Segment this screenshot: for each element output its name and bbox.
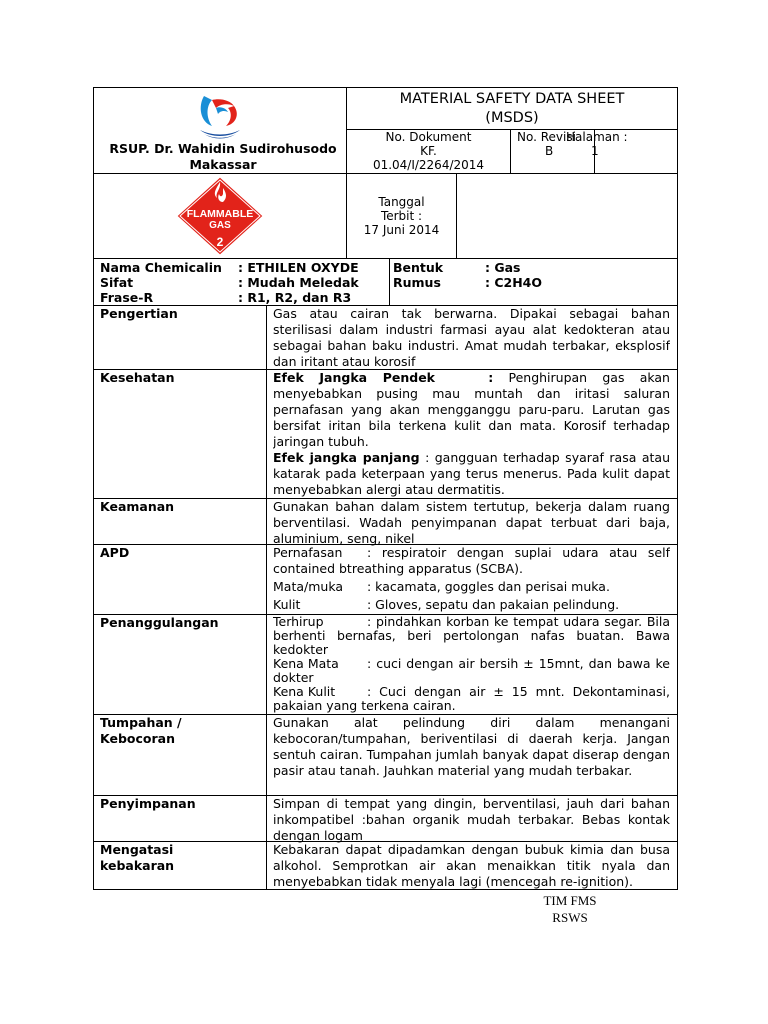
kebakaran-text: Kebakaran dapat dipadamkan dengan bubuk kimia dan busa alkohol. Semprotkan air akan menaikkan titik nyala dan menyebabkan tidak menyala lagi (mencegah re-ignition).	[273, 842, 670, 889]
kebakaran-label-line-1: Mengatasi	[100, 842, 174, 857]
apd-pernafasan-label: Pernafasan	[273, 545, 343, 560]
tanggal-terbit-cell	[347, 195, 456, 237]
penyimpanan-label: Penyimpanan	[100, 796, 196, 811]
org-name-text: RSUP. Dr. Wahidin Sudirohusodo Makassar	[109, 141, 337, 172]
apd-kulit-text: : Gloves, sepatu dan pakaian pelindung.	[367, 597, 620, 612]
identity-labels-right	[393, 260, 483, 290]
sign-line-1: FLAMMABLE	[186, 208, 254, 220]
identity-values-left	[238, 260, 390, 305]
apd-content	[273, 545, 670, 613]
penanggulangan-kulit	[273, 685, 670, 713]
header-row-divider	[93, 173, 678, 174]
keamanan-label: Keamanan	[100, 499, 175, 514]
tanggal-label-2: Terbit :	[380, 209, 423, 223]
kena-kulit-text: : Cuci dengan air ± 15 mnt. Dekontaminasi, pakaian yang terkena cairan.	[273, 684, 670, 713]
kebakaran-label-line-2: kebakaran	[100, 858, 175, 873]
sign-class-number: 2	[216, 235, 224, 249]
bentuk-label: Bentuk	[393, 260, 444, 275]
apd-kulit	[273, 597, 670, 613]
kesehatan-label: Kesehatan	[100, 370, 175, 385]
halaman-label: Halaman :	[566, 130, 628, 144]
tumpahan-label-line-1: Tumpahan /	[100, 715, 182, 730]
apd-pernafasan	[273, 545, 670, 577]
efek-pendek-text: Penghirupan gas akan menyebabkan pusing mau muntah dan iritasi saluran pernafasan yang akan mengganggu paru-paru. Larutan gas bersifat iritan bila terkena kulit dan mata. Korosif terhadap jaringan tubuh.	[273, 370, 670, 449]
rumus-value: : C2H4O	[485, 275, 543, 290]
no-dokumen-value-2: 01.04/I/2264/2014	[372, 158, 485, 172]
penyimpanan-text: Simpan di tempat yang dingin, berventilasi, jauh dari bahan inkompatibel :bahan organik mudah terbakar. Bebas kontak dengan logam	[273, 796, 670, 843]
apd-mata	[273, 579, 670, 595]
keamanan-text: Gunakan bahan dalam sistem tertutup, bekerja dalam ruang berventilasi. Wadah penyimpanan dapat terbuat dari baja, aluminium, seng, nikel	[273, 499, 670, 546]
efek-panjang-text: : gangguan terhadap syaraf rasa atau katarak pada keterpaan yang terus menerus. Pada kulit dapat menyebabkan alergi atau dermatitis.	[273, 450, 670, 497]
tumpahan-label	[100, 715, 260, 747]
apd-label: APD	[100, 545, 130, 560]
efek-pendek-colon: :	[488, 370, 494, 385]
identity-values-right	[485, 260, 635, 290]
halaman-value: 1	[591, 144, 599, 158]
no-dokumen-cell	[347, 130, 510, 172]
penanggulangan-content	[273, 615, 670, 713]
label-column-divider	[266, 305, 267, 890]
footer-signature	[520, 892, 620, 926]
no-revisi-label: No. Revisi	[517, 130, 576, 144]
kebakaran-label	[100, 842, 260, 874]
penanggulangan-mata	[273, 657, 670, 685]
efek-pendek-title: Efek Jangka Pendek	[273, 370, 435, 385]
nama-value: : ETHILEN OXYDE	[238, 260, 359, 275]
efek-panjang-paragraph	[273, 450, 670, 498]
efek-pendek-paragraph	[273, 370, 670, 450]
bentuk-value: : Gas	[485, 260, 521, 275]
frase-value: : R1, R2, dan R3	[238, 290, 352, 305]
penanggulangan-terhirup	[273, 615, 670, 657]
frase-label: Frase-R	[100, 290, 154, 305]
tanggal-label-1: Tanggal	[378, 195, 425, 209]
identity-labels-left	[100, 260, 240, 305]
no-revisi-value: B	[545, 144, 554, 158]
penanggulangan-label: Penanggulangan	[100, 615, 219, 630]
kena-kulit-label: Kena Kulit	[273, 684, 336, 699]
tanggal-value: 17 Juni 2014	[363, 223, 440, 237]
tumpahan-text: Gunakan alat pelindung diri dalam menangani kebocoran/tumpahan, beriventilasi di daerah kerja. Jangan sentuh cairan. Tumpahan jumlah banyak dapat diserap dengan pasir atau tanah. Jauhkan material yang mudah terbakar.	[273, 715, 670, 778]
no-dokumen-label: No. Dokument	[385, 130, 472, 144]
document-title	[347, 90, 677, 128]
halaman-cell	[560, 130, 677, 158]
efek-panjang-title: Efek jangka panjang	[273, 450, 420, 465]
apd-mata-label: Mata/muka	[273, 579, 343, 594]
hospital-logo	[190, 92, 250, 140]
sifat-value: : Mudah Meledak	[238, 275, 359, 290]
table-border-left	[93, 87, 94, 890]
apd-pernafasan-text: : respiratoir dengan suplai udara atau self contained btreathing apparatus (SCBA).	[273, 545, 670, 576]
table-border-right	[677, 87, 678, 890]
terhirup-label: Terhirup	[273, 615, 324, 629]
header-bottom-divider	[93, 258, 678, 259]
pengertian-text: Gas atau cairan tak berwarna. Dipakai sebagai bahan sterilisasi dalam industri farmasi ayau alat kedokteran atau sebagai bahan baku industri. Amat mudah terbakar, eksplosif dan iritant atau korosif	[273, 306, 670, 369]
kena-mata-label: Kena Mata	[273, 656, 339, 671]
org-name	[100, 141, 346, 173]
apd-kulit-label: Kulit	[273, 597, 301, 612]
apd-mata-text: : kacamata, goggles dan perisai muka.	[367, 579, 610, 594]
footer-line-2: RSWS	[552, 910, 588, 925]
terhirup-text: : pindahkan korban ke tempat udara segar. Bila berhenti bernafas, beri pertolongan nafas buatan. Bawa kedokter	[273, 615, 670, 657]
flammable-gas-sign	[175, 176, 265, 256]
sign-line-2: GAS	[209, 220, 231, 231]
rumus-label: Rumus	[393, 275, 441, 290]
sifat-label: Sifat	[100, 275, 134, 290]
kesehatan-content	[273, 370, 670, 498]
nama-label: Nama Chemicalin	[100, 260, 222, 275]
tanggal-divider	[456, 173, 457, 258]
title-line-1: MATERIAL SAFETY DATA SHEET	[399, 91, 625, 107]
tumpahan-label-line-2: Kebocoran	[100, 731, 175, 746]
pengertian-label: Pengertian	[100, 306, 178, 321]
kena-mata-text: : cuci dengan air bersih ± 15mnt, dan bawa ke dokter	[273, 656, 670, 685]
title-line-2: (MSDS)	[485, 110, 539, 126]
footer-line-1: TIM FMS	[543, 893, 597, 908]
table-border-top	[93, 87, 678, 88]
no-dokumen-value-1: KF.	[420, 144, 437, 158]
